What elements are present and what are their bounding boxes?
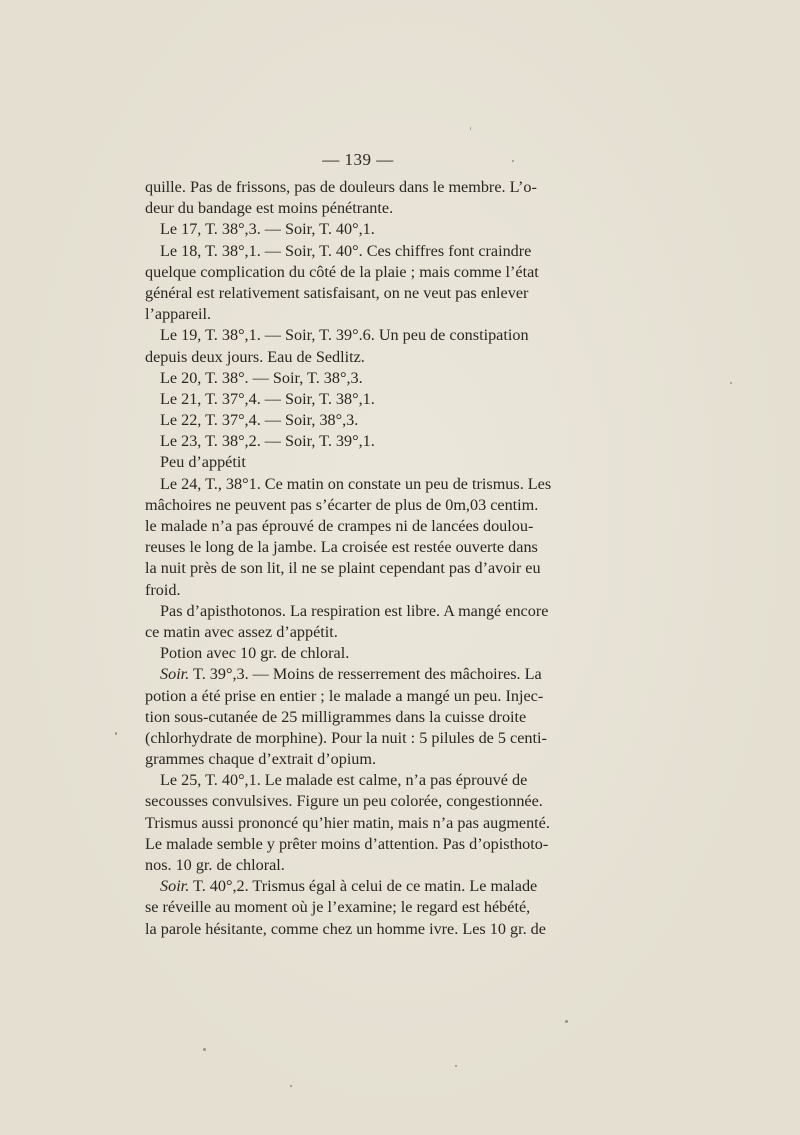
text-line: Le 22, T. 37°,4. — Soir, 38°,3. bbox=[160, 411, 359, 430]
text-line: Le 17, T. 38°,3. — Soir, T. 40°,1. bbox=[160, 220, 375, 239]
page-number: — 139 — bbox=[322, 150, 394, 169]
text-line: se réveille au moment où je l’examine; le regard est hébété, bbox=[145, 898, 531, 917]
paper-speck bbox=[565, 1020, 568, 1023]
text-line: Trismus aussi prononcé qu’hier matin, mais n’a pas augmenté. bbox=[145, 813, 550, 832]
paper-speck bbox=[455, 1065, 457, 1067]
text-line: Potion avec 10 gr. de chloral. bbox=[160, 644, 350, 663]
text-line: tion sous-cutanée de 25 milligrammes dans la cuisse droite bbox=[145, 707, 527, 726]
text-line: froid. bbox=[145, 580, 181, 599]
paper-speck bbox=[512, 160, 514, 162]
paper-speck bbox=[290, 1085, 292, 1087]
paper-speck bbox=[203, 1048, 206, 1051]
text-line: Peu d’appétit bbox=[160, 453, 246, 472]
text-line: Le 20, T. 38°. — Soir, T. 38°,3. bbox=[160, 368, 363, 387]
text-line: (chlorhydrate de morphine). Pour la nuit : 5 pilules de 5 centi- bbox=[145, 728, 547, 747]
text-line: la nuit près de son lit, il ne se plaint cependant pas d’avoir eu bbox=[145, 559, 541, 578]
text-line: général est relativement satisfaisant, on ne veut pas enlever bbox=[145, 283, 529, 302]
text-line: Le 19, T. 38°,1. — Soir, T. 39°.6. Un peu de constipation bbox=[160, 326, 529, 345]
text-line: Le 24, T., 38°1. Ce matin on constate un peu de trismus. Les bbox=[160, 474, 552, 493]
text-line: secousses convulsives. Figure un peu colorée, congestionnée. bbox=[145, 792, 543, 811]
text-line: ce matin avec assez d’appétit. bbox=[145, 622, 338, 641]
text-line: Pas d’apisthotonos. La respiration est libre. A mangé encore bbox=[160, 601, 549, 620]
text-line: potion a été prise en entier ; le malade a mangé un peu. Injec- bbox=[145, 686, 544, 705]
text-line: le malade n’a pas éprouvé de crampes ni de lancées doulou- bbox=[145, 517, 534, 535]
paper-speck bbox=[470, 127, 471, 130]
text-line: Soir. T. 40°,2. Trismus égal à celui de ce matin. Le malade bbox=[160, 877, 538, 896]
text-line: Le 18, T. 38°,1. — Soir, T. 40°. Ces chiffres font craindre bbox=[160, 241, 532, 260]
paper-speck bbox=[115, 732, 117, 735]
text-line: l’appareil. bbox=[145, 305, 212, 324]
text-line: depuis deux jours. Eau de Sedlitz. bbox=[145, 347, 365, 366]
text-line: la parole hésitante, comme chez un homme ivre. Les 10 gr. de bbox=[145, 919, 546, 938]
text-line: Le 25, T. 40°,1. Le malade est calme, n’a pas éprouvé de bbox=[160, 771, 528, 790]
text-line: mâchoires ne peuvent pas s’écarter de plus de 0m,03 centim. bbox=[145, 495, 539, 514]
body-text bbox=[145, 177, 585, 940]
text-line: reuses le long de la jambe. La croisée est restée ouverte dans bbox=[145, 538, 538, 557]
paper-speck bbox=[730, 382, 732, 384]
text-line: quelque complication du côté de la plaie ; mais comme l’état bbox=[145, 262, 539, 281]
text-line: Le 21, T. 37°,4. — Soir, T. 38°,1. bbox=[160, 389, 375, 408]
text-line: grammes chaque d’extrait d’opium. bbox=[145, 750, 377, 769]
text-line: nos. 10 gr. de chloral. bbox=[145, 856, 285, 874]
text-line: quille. Pas de frissons, pas de douleurs dans le membre. L’o- bbox=[145, 178, 537, 196]
text-line: Le 23, T. 38°,2. — Soir, T. 39°,1. bbox=[160, 432, 375, 451]
text-line: Le malade semble y prêter moins d’attention. Pas d’opisthoto- bbox=[145, 834, 549, 853]
text-line: deur du bandage est moins pénétrante. bbox=[145, 199, 394, 218]
text-line: Soir. T. 39°,3. — Moins de resserrement des mâchoires. La bbox=[160, 665, 542, 684]
